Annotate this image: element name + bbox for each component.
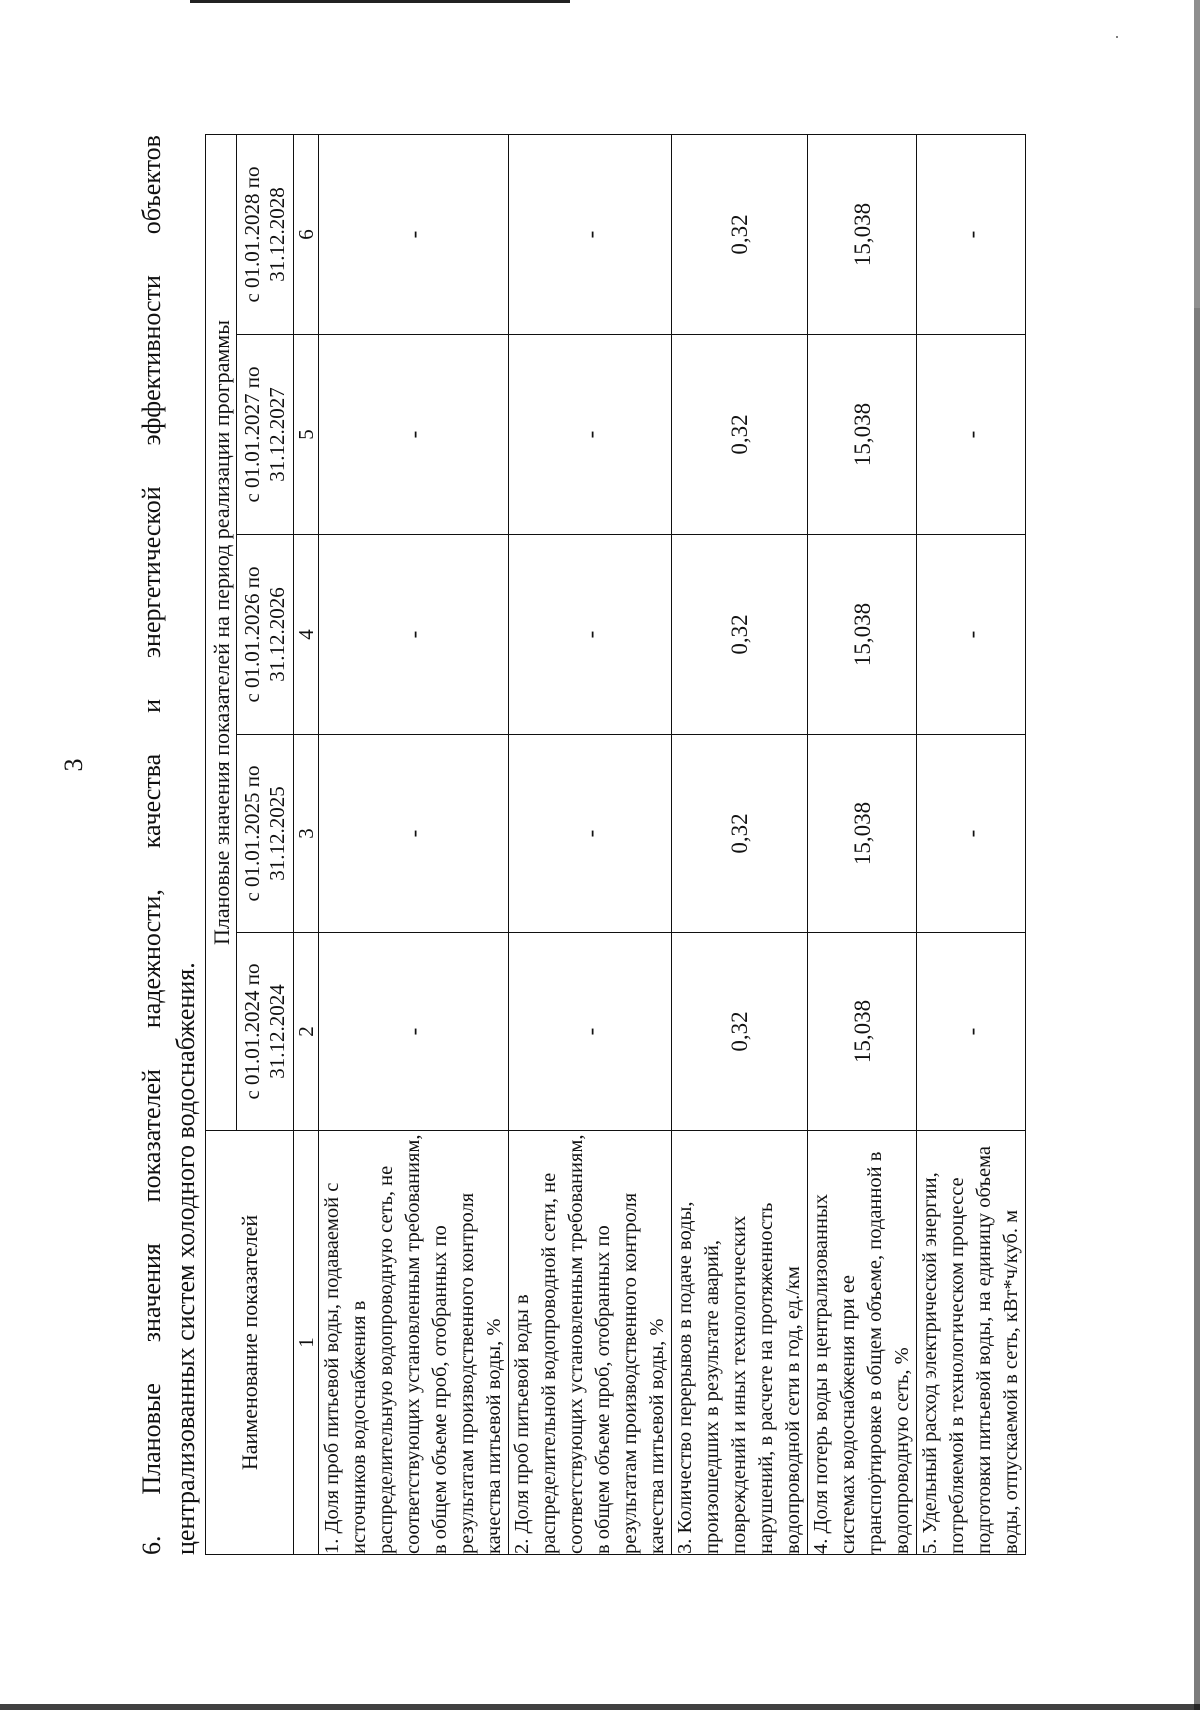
table-row: [319, 134, 509, 1554]
indicator-value: -: [509, 735, 672, 933]
indicator-value: -: [509, 134, 672, 334]
indicator-value: -: [319, 335, 509, 535]
indicator-value: 15,038: [808, 335, 917, 535]
indicator-value: 0,32: [672, 735, 808, 933]
header-row-group: [206, 134, 237, 1554]
indicator-value: 15,038: [808, 735, 917, 933]
indicator-value: -: [319, 735, 509, 933]
indicator-value: 0,32: [672, 134, 808, 334]
header-period: с 01.01.2025 по 31.12.2025: [237, 735, 294, 933]
indicator-value: -: [509, 933, 672, 1131]
indicator-value: 0,32: [672, 933, 808, 1131]
heading-word: показателей: [137, 1069, 166, 1203]
indicator-value: 0,32: [672, 335, 808, 535]
indicator-value: -: [509, 535, 672, 735]
heading-word: качества: [137, 753, 166, 849]
scan-artifact-top: [190, 0, 570, 3]
scan-speck: [1116, 36, 1118, 38]
heading-word: эффективности: [137, 275, 166, 446]
table-row: [672, 134, 808, 1554]
indicator-value: 0,32: [672, 535, 808, 735]
indicator-value: -: [319, 535, 509, 735]
column-number: 4: [294, 535, 319, 735]
column-number: 6: [294, 134, 319, 334]
indicator-value: -: [917, 735, 1026, 933]
indicator-value: -: [917, 134, 1026, 334]
heading-word: значения: [137, 1243, 166, 1343]
scan-edge-bottom: [0, 1704, 1200, 1710]
scan-edge-right: [1194, 0, 1200, 1710]
header-period: с 01.01.2028 по 31.12.2028: [237, 134, 294, 334]
indicator-value: 15,038: [808, 134, 917, 334]
rotated-page: [59, 135, 1055, 1555]
header-period: с 01.01.2024 по 31.12.2024: [237, 933, 294, 1131]
heading-word: и: [137, 699, 166, 713]
column-number: 2: [294, 933, 319, 1131]
column-number: 1: [294, 1131, 319, 1555]
table-row: [808, 134, 917, 1554]
indicator-value: -: [917, 535, 1026, 735]
heading-word: Плановые: [137, 1383, 166, 1495]
column-number: 3: [294, 735, 319, 933]
page-number: 3: [59, 758, 88, 772]
indicators-table: [205, 134, 1026, 1555]
heading-line-1: [135, 135, 169, 1555]
table-row: [917, 134, 1026, 1554]
heading-word: надежности,: [137, 889, 166, 1029]
heading-word: энергетической: [137, 486, 166, 659]
header-period: с 01.01.2026 по 31.12.2026: [237, 535, 294, 735]
column-number-row: [294, 134, 319, 1554]
indicator-name: 3. Количество перерывов в подаче воды, произошедших в результате аварий, повреждений и иных технологических нарушений, в расчете на протяженность водопроводной сети в год, ед./км: [672, 1131, 808, 1555]
heading-word: объектов: [137, 135, 166, 235]
heading-line-2: централизованных систем холодного водоснабжения.: [171, 962, 200, 1555]
indicator-name: 5. Удельный расход электрической энергии, потребляемой в технологическом процессе подготовки питьевой воды, на единицу объема воды, отпускаемой в сеть, кВт*ч/куб. м: [917, 1131, 1026, 1555]
column-number: 5: [294, 335, 319, 535]
indicator-value: -: [917, 933, 1026, 1131]
header-planned-values: Плановые значения показателей на период реализации программы: [206, 134, 237, 1130]
indicator-value: -: [319, 134, 509, 334]
indicator-name: 2. Доля проб питьевой воды в распределительной водопроводной сети, не соответствующих установленным требованиям, в общем объеме проб, отобранных по результатам производственного контроля качества питьевой воды, %: [509, 1131, 672, 1555]
header-period: с 01.01.2027 по 31.12.2027: [237, 335, 294, 535]
heading-word: 6.: [137, 1535, 166, 1555]
header-indicator-name: Наименование показателей: [206, 1131, 294, 1555]
indicator-value: 15,038: [808, 535, 917, 735]
indicator-value: -: [917, 335, 1026, 535]
indicator-value: 15,038: [808, 933, 917, 1131]
section-heading: [135, 135, 203, 1555]
indicator-name: 1. Доля проб питьевой воды, подаваемой с источников водоснабжения в распределительную водопроводную сеть, не соответствующих установленным требованиям, в общем объеме проб, отобранных по результатам производственного контроля качества питьевой воды, %: [319, 1131, 509, 1555]
indicator-value: -: [319, 933, 509, 1131]
indicator-value: -: [509, 335, 672, 535]
indicator-name: 4. Доля потерь воды в централизованных системах водоснабжения при ее транспортировке в общем объеме, поданной в водопроводную сеть, %: [808, 1131, 917, 1555]
table-row: [509, 134, 672, 1554]
